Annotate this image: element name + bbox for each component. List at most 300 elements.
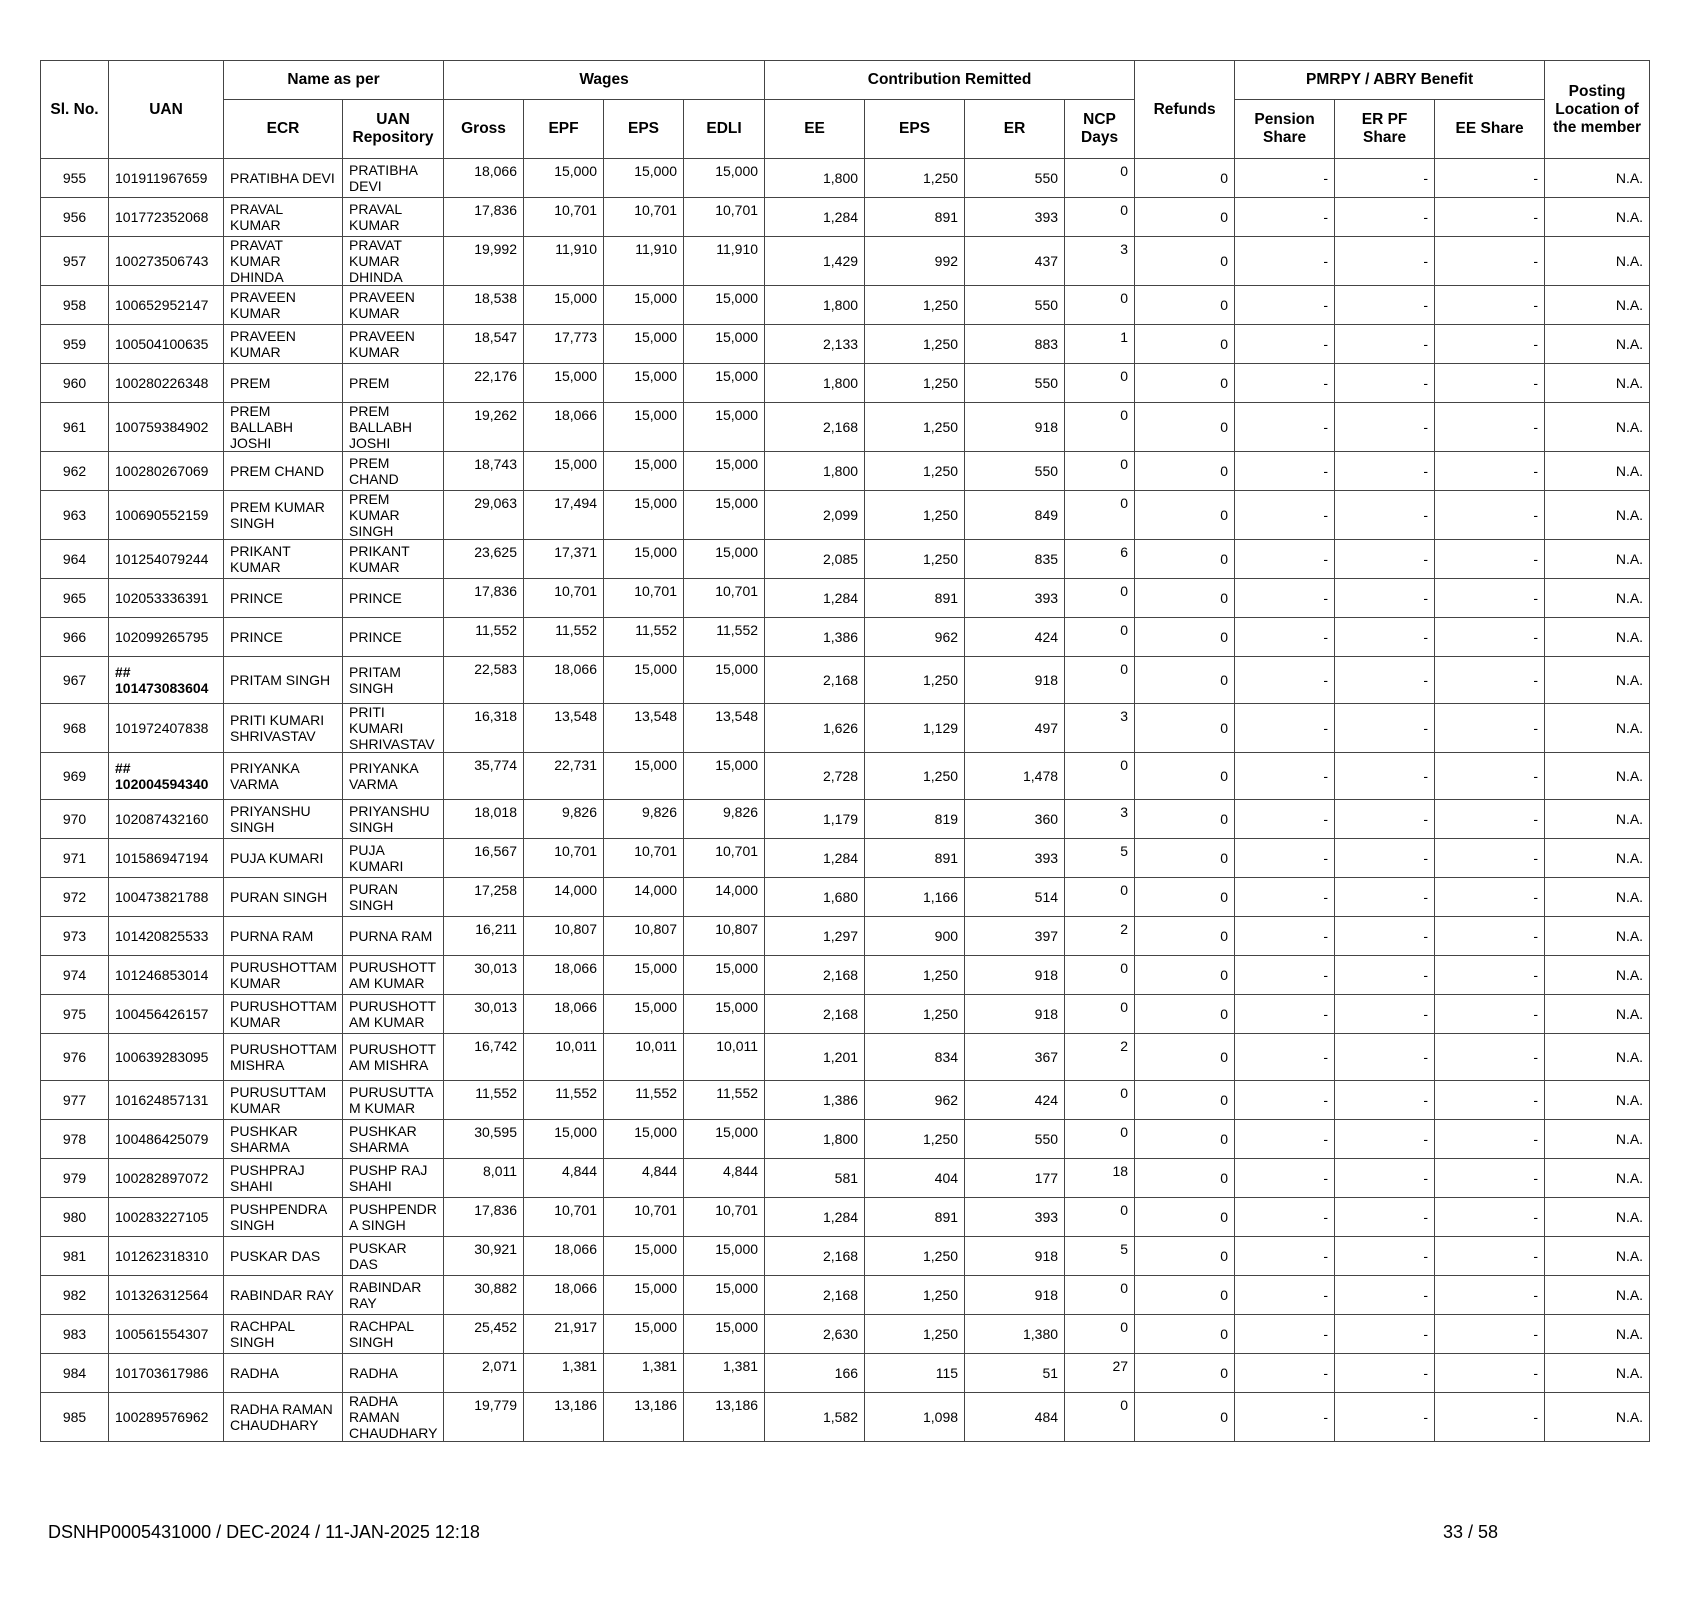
cell-er: 550 — [965, 159, 1065, 198]
cell-er: 1,380 — [965, 1315, 1065, 1354]
cell-contrib-eps: 891 — [865, 1198, 965, 1237]
cell-gross: 35,774 — [444, 753, 524, 800]
cell-edli: 4,844 — [684, 1159, 765, 1198]
cell-er: 393 — [965, 198, 1065, 237]
cell-sl-no: 955 — [41, 159, 109, 198]
cell-contrib-eps: 891 — [865, 579, 965, 618]
cell-refunds: 0 — [1135, 1315, 1235, 1354]
uan-value: 101473083604 — [115, 680, 209, 696]
cell-ecr-name: PRIYANSHU SINGH — [224, 800, 343, 839]
cell-ee: 166 — [765, 1354, 865, 1393]
cell-refunds: 0 — [1135, 1034, 1235, 1081]
cell-posting: N.A. — [1545, 1354, 1650, 1393]
cell-ee: 2,168 — [765, 956, 865, 995]
cell-posting: N.A. — [1545, 286, 1650, 325]
cell-edli: 15,000 — [684, 995, 765, 1034]
cell-posting: N.A. — [1545, 159, 1650, 198]
cell-uan — [109, 657, 224, 704]
cell-uan: 100652952147 — [109, 286, 224, 325]
cell-uan: 100759384902 — [109, 403, 224, 452]
cell-er: 424 — [965, 618, 1065, 657]
cell-uan: 101586947194 — [109, 839, 224, 878]
cell-epf: 13,548 — [524, 704, 604, 753]
cell-ncp-days: 0 — [1065, 1315, 1135, 1354]
cell-er: 883 — [965, 325, 1065, 364]
cell-epf: 11,552 — [524, 1081, 604, 1120]
cell-edli: 15,000 — [684, 1276, 765, 1315]
cell-uan: 101703617986 — [109, 1354, 224, 1393]
cell-contrib-eps: 1,250 — [865, 325, 965, 364]
cell-ee-share: - — [1435, 540, 1545, 579]
table-row — [41, 878, 1650, 917]
cell-ee: 2,168 — [765, 1237, 865, 1276]
cell-ee: 1,297 — [765, 917, 865, 956]
cell-sl-no: 972 — [41, 878, 109, 917]
cell-er-pf-share: - — [1335, 1354, 1435, 1393]
cell-ecr-name: PRAVEEN KUMAR — [224, 325, 343, 364]
cell-er: 177 — [965, 1159, 1065, 1198]
cell-ee: 2,168 — [765, 403, 865, 452]
cell-posting: N.A. — [1545, 1276, 1650, 1315]
cell-contrib-eps: 115 — [865, 1354, 965, 1393]
cell-pension-share: - — [1235, 364, 1335, 403]
cell-sl-no: 956 — [41, 198, 109, 237]
cell-repo-name: PRITI KUMARI SHRIVASTAV — [343, 704, 444, 753]
table-row — [41, 237, 1650, 286]
cell-er-pf-share: - — [1335, 491, 1435, 540]
cell-pension-share: - — [1235, 878, 1335, 917]
cell-er-pf-share: - — [1335, 1120, 1435, 1159]
cell-epf: 15,000 — [524, 159, 604, 198]
group-pmrpy-abry: PMRPY / ABRY Benefit — [1235, 61, 1545, 100]
cell-ecr-name: PREM — [224, 364, 343, 403]
cell-ee-share: - — [1435, 1276, 1545, 1315]
cell-edli: 11,552 — [684, 618, 765, 657]
cell-ncp-days: 18 — [1065, 1159, 1135, 1198]
cell-uan: 101624857131 — [109, 1081, 224, 1120]
cell-edli: 11,552 — [684, 1081, 765, 1120]
cell-ee: 1,582 — [765, 1393, 865, 1442]
table-row — [41, 657, 1650, 704]
cell-ncp-days: 3 — [1065, 800, 1135, 839]
cell-er-pf-share: - — [1335, 540, 1435, 579]
cell-uan: 100273506743 — [109, 237, 224, 286]
col-posting-location: Posting Location of the member — [1545, 61, 1650, 159]
cell-er: 918 — [965, 657, 1065, 704]
cell-refunds: 0 — [1135, 1276, 1235, 1315]
cell-ee-share: - — [1435, 325, 1545, 364]
cell-eps: 10,701 — [604, 198, 684, 237]
page-number: 33 / 58 — [1443, 1522, 1499, 1542]
cell-contrib-eps: 1,250 — [865, 995, 965, 1034]
cell-pension-share: - — [1235, 1354, 1335, 1393]
cell-refunds: 0 — [1135, 1159, 1235, 1198]
cell-er: 437 — [965, 237, 1065, 286]
cell-er-pf-share: - — [1335, 286, 1435, 325]
cell-gross: 25,452 — [444, 1315, 524, 1354]
group-contribution-remitted: Contribution Remitted — [765, 61, 1135, 100]
cell-ee: 1,800 — [765, 159, 865, 198]
cell-pension-share: - — [1235, 1081, 1335, 1120]
cell-ecr-name: PREM CHAND — [224, 452, 343, 491]
cell-ecr-name: RADHA RAMAN CHAUDHARY — [224, 1393, 343, 1442]
cell-contrib-eps: 891 — [865, 839, 965, 878]
cell-eps: 15,000 — [604, 995, 684, 1034]
cell-er: 360 — [965, 800, 1065, 839]
cell-epf: 11,910 — [524, 237, 604, 286]
cell-gross: 11,552 — [444, 1081, 524, 1120]
cell-eps: 4,844 — [604, 1159, 684, 1198]
cell-epf: 15,000 — [524, 1120, 604, 1159]
cell-epf: 15,000 — [524, 364, 604, 403]
cell-posting: N.A. — [1545, 198, 1650, 237]
table-row — [41, 452, 1650, 491]
cell-posting: N.A. — [1545, 364, 1650, 403]
cell-refunds: 0 — [1135, 452, 1235, 491]
table-row — [41, 1315, 1650, 1354]
cell-ee: 1,386 — [765, 618, 865, 657]
cell-repo-name: PREM — [343, 364, 444, 403]
cell-edli: 10,701 — [684, 198, 765, 237]
cell-repo-name: PUJA KUMARI — [343, 839, 444, 878]
cell-ecr-name: PURUSHOTTAM MISHRA — [224, 1034, 343, 1081]
cell-contrib-eps: 1,250 — [865, 491, 965, 540]
cell-repo-name: PUSHKAR SHARMA — [343, 1120, 444, 1159]
cell-ee: 1,284 — [765, 1198, 865, 1237]
cell-ecr-name: PURUSHOTTAM KUMAR — [224, 995, 343, 1034]
cell-ncp-days: 0 — [1065, 657, 1135, 704]
cell-gross: 19,262 — [444, 403, 524, 452]
cell-er: 918 — [965, 956, 1065, 995]
cell-pension-share: - — [1235, 1120, 1335, 1159]
cell-er: 918 — [965, 995, 1065, 1034]
cell-edli: 15,000 — [684, 159, 765, 198]
table-row — [41, 491, 1650, 540]
cell-ecr-name: PUSKAR DAS — [224, 1237, 343, 1276]
cell-refunds: 0 — [1135, 1354, 1235, 1393]
cell-posting: N.A. — [1545, 540, 1650, 579]
cell-refunds: 0 — [1135, 325, 1235, 364]
cell-contrib-eps: 962 — [865, 1081, 965, 1120]
cell-edli: 15,000 — [684, 956, 765, 995]
cell-ee-share: - — [1435, 159, 1545, 198]
cell-gross: 30,882 — [444, 1276, 524, 1315]
cell-sl-no: 974 — [41, 956, 109, 995]
cell-ecr-name: PURUSHOTTAM KUMAR — [224, 956, 343, 995]
cell-repo-name: PRITAM SINGH — [343, 657, 444, 704]
cell-epf: 15,000 — [524, 452, 604, 491]
cell-repo-name: PRAVAL KUMAR — [343, 198, 444, 237]
cell-sl-no: 963 — [41, 491, 109, 540]
cell-ee: 1,284 — [765, 198, 865, 237]
table-row — [41, 618, 1650, 657]
cell-ecr-name: PRINCE — [224, 618, 343, 657]
table-row — [41, 540, 1650, 579]
cell-repo-name: PURUSUTTA M KUMAR — [343, 1081, 444, 1120]
cell-repo-name: PURAN SINGH — [343, 878, 444, 917]
col-er-pf-share: ER PF Share — [1335, 100, 1435, 159]
cell-edli: 15,000 — [684, 753, 765, 800]
cell-posting: N.A. — [1545, 995, 1650, 1034]
cell-pension-share: - — [1235, 1034, 1335, 1081]
cell-ecr-name: PRAVAL KUMAR — [224, 198, 343, 237]
cell-er: 393 — [965, 1198, 1065, 1237]
col-pension-share: Pension Share — [1235, 100, 1335, 159]
cell-ecr-name: PRINCE — [224, 579, 343, 618]
cell-pension-share: - — [1235, 704, 1335, 753]
cell-repo-name: PRATIBHA DEVI — [343, 159, 444, 198]
cell-sl-no: 977 — [41, 1081, 109, 1120]
cell-gross: 11,552 — [444, 618, 524, 657]
cell-uan: 100283227105 — [109, 1198, 224, 1237]
cell-ecr-name: RADHA — [224, 1354, 343, 1393]
cell-edli: 15,000 — [684, 491, 765, 540]
cell-refunds: 0 — [1135, 878, 1235, 917]
cell-eps: 10,701 — [604, 1198, 684, 1237]
cell-ecr-name: PRIYANKA VARMA — [224, 753, 343, 800]
cell-refunds: 0 — [1135, 995, 1235, 1034]
table-row — [41, 325, 1650, 364]
cell-eps: 9,826 — [604, 800, 684, 839]
cell-uan: 100280267069 — [109, 452, 224, 491]
cell-ee: 2,168 — [765, 995, 865, 1034]
cell-ncp-days: 0 — [1065, 159, 1135, 198]
cell-eps: 15,000 — [604, 1120, 684, 1159]
cell-contrib-eps: 404 — [865, 1159, 965, 1198]
cell-er-pf-share: - — [1335, 704, 1435, 753]
cell-sl-no: 985 — [41, 1393, 109, 1442]
cell-pension-share: - — [1235, 1315, 1335, 1354]
cell-sl-no: 973 — [41, 917, 109, 956]
group-wages: Wages — [444, 61, 765, 100]
cell-contrib-eps: 962 — [865, 618, 965, 657]
cell-ee: 581 — [765, 1159, 865, 1198]
cell-ncp-days: 3 — [1065, 237, 1135, 286]
cell-epf: 17,494 — [524, 491, 604, 540]
cell-sl-no: 966 — [41, 618, 109, 657]
cell-ee-share: - — [1435, 491, 1545, 540]
cell-er-pf-share: - — [1335, 1393, 1435, 1442]
cell-er-pf-share: - — [1335, 1315, 1435, 1354]
cell-refunds: 0 — [1135, 403, 1235, 452]
cell-er-pf-share: - — [1335, 198, 1435, 237]
cell-ncp-days: 0 — [1065, 878, 1135, 917]
group-name-as-per: Name as per — [224, 61, 444, 100]
cell-ee-share: - — [1435, 878, 1545, 917]
cell-ee: 2,728 — [765, 753, 865, 800]
cell-ecr-name: RABINDAR RAY — [224, 1276, 343, 1315]
cell-gross: 18,743 — [444, 452, 524, 491]
cell-posting: N.A. — [1545, 1034, 1650, 1081]
cell-er: 1,478 — [965, 753, 1065, 800]
cell-sl-no: 959 — [41, 325, 109, 364]
cell-pension-share: - — [1235, 618, 1335, 657]
cell-ee-share: - — [1435, 198, 1545, 237]
cell-contrib-eps: 1,250 — [865, 956, 965, 995]
cell-edli: 15,000 — [684, 325, 765, 364]
cell-pension-share: - — [1235, 753, 1335, 800]
cell-refunds: 0 — [1135, 364, 1235, 403]
cell-posting: N.A. — [1545, 1159, 1650, 1198]
cell-contrib-eps: 1,250 — [865, 657, 965, 704]
cell-repo-name: PRAVEEN KUMAR — [343, 286, 444, 325]
cell-repo-name: PURUSHOTT AM KUMAR — [343, 995, 444, 1034]
cell-edli: 10,701 — [684, 1198, 765, 1237]
table-row — [41, 995, 1650, 1034]
cell-refunds: 0 — [1135, 704, 1235, 753]
cell-posting: N.A. — [1545, 878, 1650, 917]
cell-gross: 2,071 — [444, 1354, 524, 1393]
cell-gross: 30,013 — [444, 956, 524, 995]
cell-er-pf-share: - — [1335, 325, 1435, 364]
cell-ncp-days: 0 — [1065, 1393, 1135, 1442]
cell-ecr-name: PRIKANT KUMAR — [224, 540, 343, 579]
cell-ee-share: - — [1435, 800, 1545, 839]
cell-eps: 10,011 — [604, 1034, 684, 1081]
cell-epf: 10,701 — [524, 579, 604, 618]
cell-contrib-eps: 891 — [865, 198, 965, 237]
cell-epf: 18,066 — [524, 657, 604, 704]
cell-ee: 1,284 — [765, 839, 865, 878]
cell-er-pf-share: - — [1335, 1034, 1435, 1081]
cell-sl-no: 978 — [41, 1120, 109, 1159]
cell-ee: 1,201 — [765, 1034, 865, 1081]
cell-contrib-eps: 1,250 — [865, 753, 965, 800]
cell-ncp-days: 2 — [1065, 1034, 1135, 1081]
cell-posting: N.A. — [1545, 403, 1650, 452]
cell-er: 393 — [965, 839, 1065, 878]
cell-epf: 10,701 — [524, 839, 604, 878]
cell-edli: 11,910 — [684, 237, 765, 286]
cell-epf: 17,773 — [524, 325, 604, 364]
cell-er: 397 — [965, 917, 1065, 956]
cell-ecr-name: PURUSUTTAM KUMAR — [224, 1081, 343, 1120]
table-row — [41, 286, 1650, 325]
cell-contrib-eps: 1,250 — [865, 403, 965, 452]
cell-ee-share: - — [1435, 1120, 1545, 1159]
cell-posting: N.A. — [1545, 956, 1650, 995]
cell-posting: N.A. — [1545, 917, 1650, 956]
table-row — [41, 704, 1650, 753]
cell-gross: 16,211 — [444, 917, 524, 956]
cell-ee-share: - — [1435, 995, 1545, 1034]
cell-edli: 15,000 — [684, 1237, 765, 1276]
cell-ncp-days: 0 — [1065, 956, 1135, 995]
cell-ncp-days: 0 — [1065, 491, 1135, 540]
col-refunds: Refunds — [1135, 61, 1235, 159]
table-header — [41, 61, 1650, 159]
cell-contrib-eps: 1,250 — [865, 1120, 965, 1159]
cell-uan: 101972407838 — [109, 704, 224, 753]
cell-ncp-days: 3 — [1065, 704, 1135, 753]
table-row — [41, 917, 1650, 956]
cell-eps: 10,807 — [604, 917, 684, 956]
table-row — [41, 579, 1650, 618]
cell-ecr-name: PUSHKAR SHARMA — [224, 1120, 343, 1159]
cell-uan: 100639283095 — [109, 1034, 224, 1081]
cell-epf: 9,826 — [524, 800, 604, 839]
cell-er-pf-share: - — [1335, 878, 1435, 917]
cell-er: 393 — [965, 579, 1065, 618]
cell-contrib-eps: 1,129 — [865, 704, 965, 753]
cell-pension-share: - — [1235, 491, 1335, 540]
cell-er-pf-share: - — [1335, 917, 1435, 956]
cell-posting: N.A. — [1545, 657, 1650, 704]
cell-eps: 15,000 — [604, 753, 684, 800]
cell-contrib-eps: 819 — [865, 800, 965, 839]
cell-eps: 15,000 — [604, 1276, 684, 1315]
cell-ecr-name: PUJA KUMARI — [224, 839, 343, 878]
cell-repo-name: PREM BALLABH JOSHI — [343, 403, 444, 452]
cell-sl-no: 971 — [41, 839, 109, 878]
cell-sl-no: 964 — [41, 540, 109, 579]
cell-contrib-eps: 1,250 — [865, 452, 965, 491]
cell-ee-share: - — [1435, 364, 1545, 403]
cell-er-pf-share: - — [1335, 1198, 1435, 1237]
cell-contrib-eps: 992 — [865, 237, 965, 286]
cell-uan: 100289576962 — [109, 1393, 224, 1442]
cell-epf: 14,000 — [524, 878, 604, 917]
cell-edli: 14,000 — [684, 878, 765, 917]
cell-er-pf-share: - — [1335, 364, 1435, 403]
col-sl-no: Sl. No. — [41, 61, 109, 159]
cell-ee: 1,284 — [765, 579, 865, 618]
cell-ncp-days: 0 — [1065, 364, 1135, 403]
cell-pension-share: - — [1235, 1237, 1335, 1276]
cell-uan: 101772352068 — [109, 198, 224, 237]
cell-epf: 10,011 — [524, 1034, 604, 1081]
col-epf: EPF — [524, 100, 604, 159]
cell-uan: 100280226348 — [109, 364, 224, 403]
cell-epf: 21,917 — [524, 1315, 604, 1354]
cell-er-pf-share: - — [1335, 579, 1435, 618]
cell-repo-name: PURUSHOTT AM KUMAR — [343, 956, 444, 995]
cell-posting: N.A. — [1545, 1081, 1650, 1120]
cell-epf: 10,701 — [524, 1198, 604, 1237]
cell-er: 550 — [965, 364, 1065, 403]
cell-eps: 11,552 — [604, 1081, 684, 1120]
cell-er-pf-share: - — [1335, 1081, 1435, 1120]
cell-refunds: 0 — [1135, 1198, 1235, 1237]
cell-uan: 100504100635 — [109, 325, 224, 364]
cell-ncp-days: 27 — [1065, 1354, 1135, 1393]
contribution-table — [40, 60, 1650, 1442]
cell-gross: 16,567 — [444, 839, 524, 878]
cell-repo-name: PURNA RAM — [343, 917, 444, 956]
cell-repo-name: PREM CHAND — [343, 452, 444, 491]
cell-posting: N.A. — [1545, 452, 1650, 491]
table-row — [41, 1198, 1650, 1237]
cell-refunds: 0 — [1135, 540, 1235, 579]
cell-er: 849 — [965, 491, 1065, 540]
cell-contrib-eps: 1,250 — [865, 364, 965, 403]
cell-edli: 15,000 — [684, 1315, 765, 1354]
cell-edli: 13,186 — [684, 1393, 765, 1442]
cell-sl-no: 967 — [41, 657, 109, 704]
cell-pension-share: - — [1235, 1276, 1335, 1315]
cell-ee: 1,429 — [765, 237, 865, 286]
cell-sl-no: 982 — [41, 1276, 109, 1315]
cell-ee: 1,800 — [765, 1120, 865, 1159]
cell-ee: 2,085 — [765, 540, 865, 579]
cell-gross: 29,063 — [444, 491, 524, 540]
cell-pension-share: - — [1235, 286, 1335, 325]
cell-contrib-eps: 1,166 — [865, 878, 965, 917]
cell-er-pf-share: - — [1335, 753, 1435, 800]
cell-er: 550 — [965, 452, 1065, 491]
cell-er-pf-share: - — [1335, 237, 1435, 286]
cell-repo-name: PRIKANT KUMAR — [343, 540, 444, 579]
